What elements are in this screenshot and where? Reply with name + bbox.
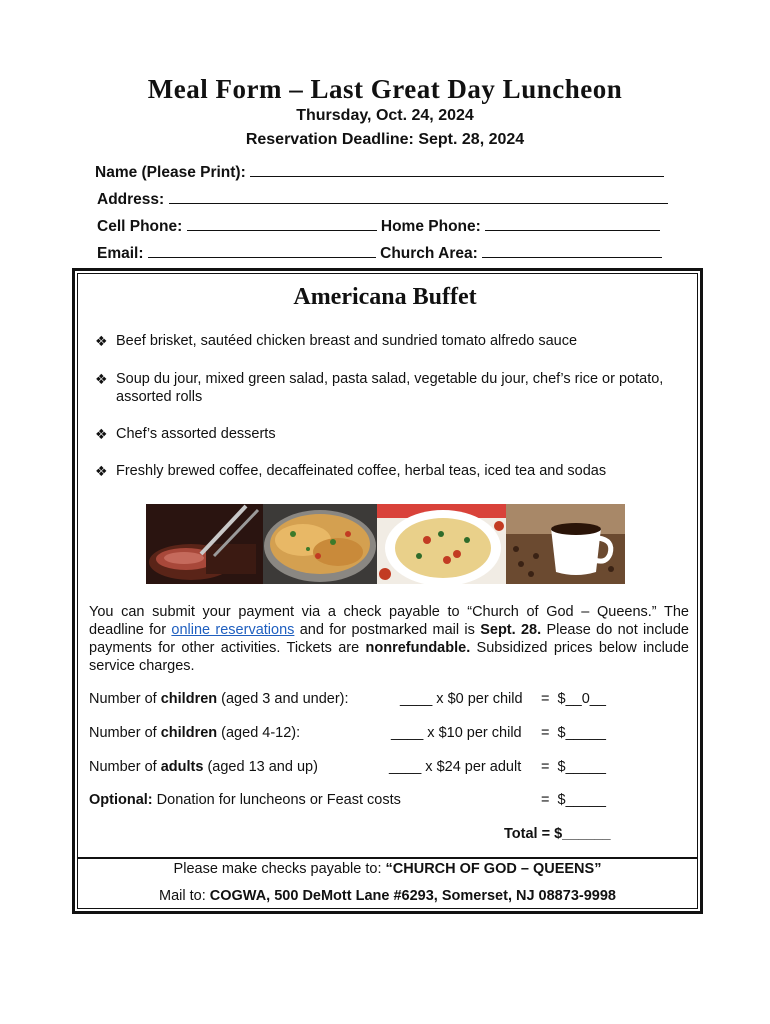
mail-label: Mail to: <box>159 888 210 904</box>
quantity-blank[interactable]: ____ <box>389 759 422 775</box>
bullet-diamond-icon: ❖ <box>95 333 108 349</box>
chicken-photo <box>263 504 377 584</box>
phone-fields <box>97 216 660 236</box>
total-label: Total = $ <box>504 826 563 842</box>
currency-sign: $ <box>557 725 566 741</box>
checks-payable-line <box>0 861 770 877</box>
mail-to-line <box>0 888 770 904</box>
menu-item <box>95 425 695 443</box>
home-phone-label: Home Phone: <box>380 218 481 235</box>
pasta-photo <box>377 504 506 584</box>
bullet-diamond-icon: ❖ <box>95 463 108 479</box>
address-field[interactable] <box>97 189 668 209</box>
row-label: Number of <box>89 691 161 707</box>
amount-blank[interactable]: _____ <box>565 759 606 775</box>
buffet-title: Americana Buffet <box>293 284 477 310</box>
reservation-deadline: Reservation Deadline: Sept. 28, 2024 <box>245 131 525 148</box>
rate-label: x $10 per child <box>423 725 522 741</box>
payment-text: Please do not include payments for other activities. Tickets are <box>89 622 689 656</box>
equals-sign: = <box>541 725 550 741</box>
row-label: (aged 4-12): <box>217 725 301 741</box>
order-row-children-4-12 <box>89 725 629 743</box>
mailing-address: COGWA, 500 DeMott Lane #6293, Somerset, NJ 08873-9998 <box>209 888 616 904</box>
menu-item <box>95 332 695 350</box>
total-row <box>89 826 629 844</box>
online-reservations-link[interactable]: online reservations <box>171 622 295 638</box>
cell-phone-blank[interactable] <box>187 216 377 231</box>
rate-label: x $0 per child <box>432 691 523 707</box>
bullet-diamond-icon: ❖ <box>95 371 108 387</box>
quantity-blank[interactable]: ____ <box>391 725 424 741</box>
nonrefundable-label: nonrefundable. <box>365 640 471 656</box>
name-label: Name (Please Print): <box>95 164 246 181</box>
order-row-donation <box>89 792 629 810</box>
home-phone-blank[interactable] <box>485 216 660 231</box>
payment-text: You can submit your payment via a check payable to “Church of God – Queens.” The deadline for <box>89 604 689 638</box>
menu-item-text: Beef brisket, sautéed chicken breast and sundried tomato alfredo sauce <box>116 333 578 349</box>
payment-deadline: Sept. 28. <box>480 622 542 638</box>
menu-item <box>95 462 695 480</box>
food-photos <box>146 504 625 584</box>
row-label-bold: adults <box>160 759 204 775</box>
buffet-box-inner <box>77 273 698 909</box>
menu-item <box>95 370 695 406</box>
brisket-photo <box>146 504 263 584</box>
menu-item-text: Soup du jour, mixed green salad, pasta salad, vegetable du jour, chef’s rice or potato, assorted rolls <box>116 371 664 405</box>
cell-phone-label: Cell Phone: <box>97 218 183 235</box>
church-area-blank[interactable] <box>482 243 662 258</box>
order-row-children-under-3 <box>89 691 629 709</box>
payment-text: Subsidized prices below include service charges. <box>89 640 689 674</box>
equals-sign: = <box>541 792 550 808</box>
order-row-adults <box>89 759 629 777</box>
name-blank[interactable] <box>250 162 664 177</box>
amount-blank[interactable]: __0__ <box>565 691 606 707</box>
email-blank[interactable] <box>148 243 376 258</box>
row-label: Number of <box>89 725 161 741</box>
email-church-fields <box>97 243 662 263</box>
currency-sign: $ <box>557 759 566 775</box>
church-area-label: Church Area: <box>380 245 478 262</box>
address-label: Address: <box>97 191 165 208</box>
row-label-bold: Optional: <box>89 792 153 808</box>
quantity-blank[interactable]: ____ <box>400 691 433 707</box>
payment-text: and for postmarked mail is <box>294 622 481 638</box>
row-label: (aged 3 and under): <box>217 691 349 707</box>
row-label: Number of <box>89 759 161 775</box>
menu-item-text: Chef’s assorted desserts <box>116 426 276 442</box>
address-blank[interactable] <box>169 189 668 204</box>
event-date: Thursday, Oct. 24, 2024 <box>296 107 474 124</box>
bullet-diamond-icon: ❖ <box>95 426 108 442</box>
amount-blank[interactable]: _____ <box>565 725 606 741</box>
menu-item-text: Freshly brewed coffee, decaffeinated coffee, herbal teas, iced tea and sodas <box>116 463 607 479</box>
equals-sign: = <box>541 691 550 707</box>
checks-label: Please make checks payable to: <box>173 861 386 877</box>
payee-name: “CHURCH OF GOD – QUEENS” <box>385 861 602 877</box>
footer-divider <box>77 857 698 859</box>
coffee-photo <box>506 504 625 584</box>
amount-blank[interactable]: _____ <box>565 792 606 808</box>
currency-sign: $ <box>557 691 566 707</box>
form-title: Meal Form – Last Great Day Luncheon <box>147 74 623 104</box>
payment-instructions <box>89 603 689 675</box>
rate-label: x $24 per adult <box>421 759 522 775</box>
total-blank[interactable]: ______ <box>562 826 611 842</box>
row-label: Donation for luncheons or Feast costs <box>152 792 401 808</box>
equals-sign: = <box>541 759 550 775</box>
name-field[interactable] <box>95 162 664 182</box>
email-label: Email: <box>97 245 144 262</box>
row-label: (aged 13 and up) <box>203 759 318 775</box>
row-label-bold: children <box>160 725 218 741</box>
currency-sign: $ <box>557 792 566 808</box>
row-label-bold: children <box>160 691 218 707</box>
